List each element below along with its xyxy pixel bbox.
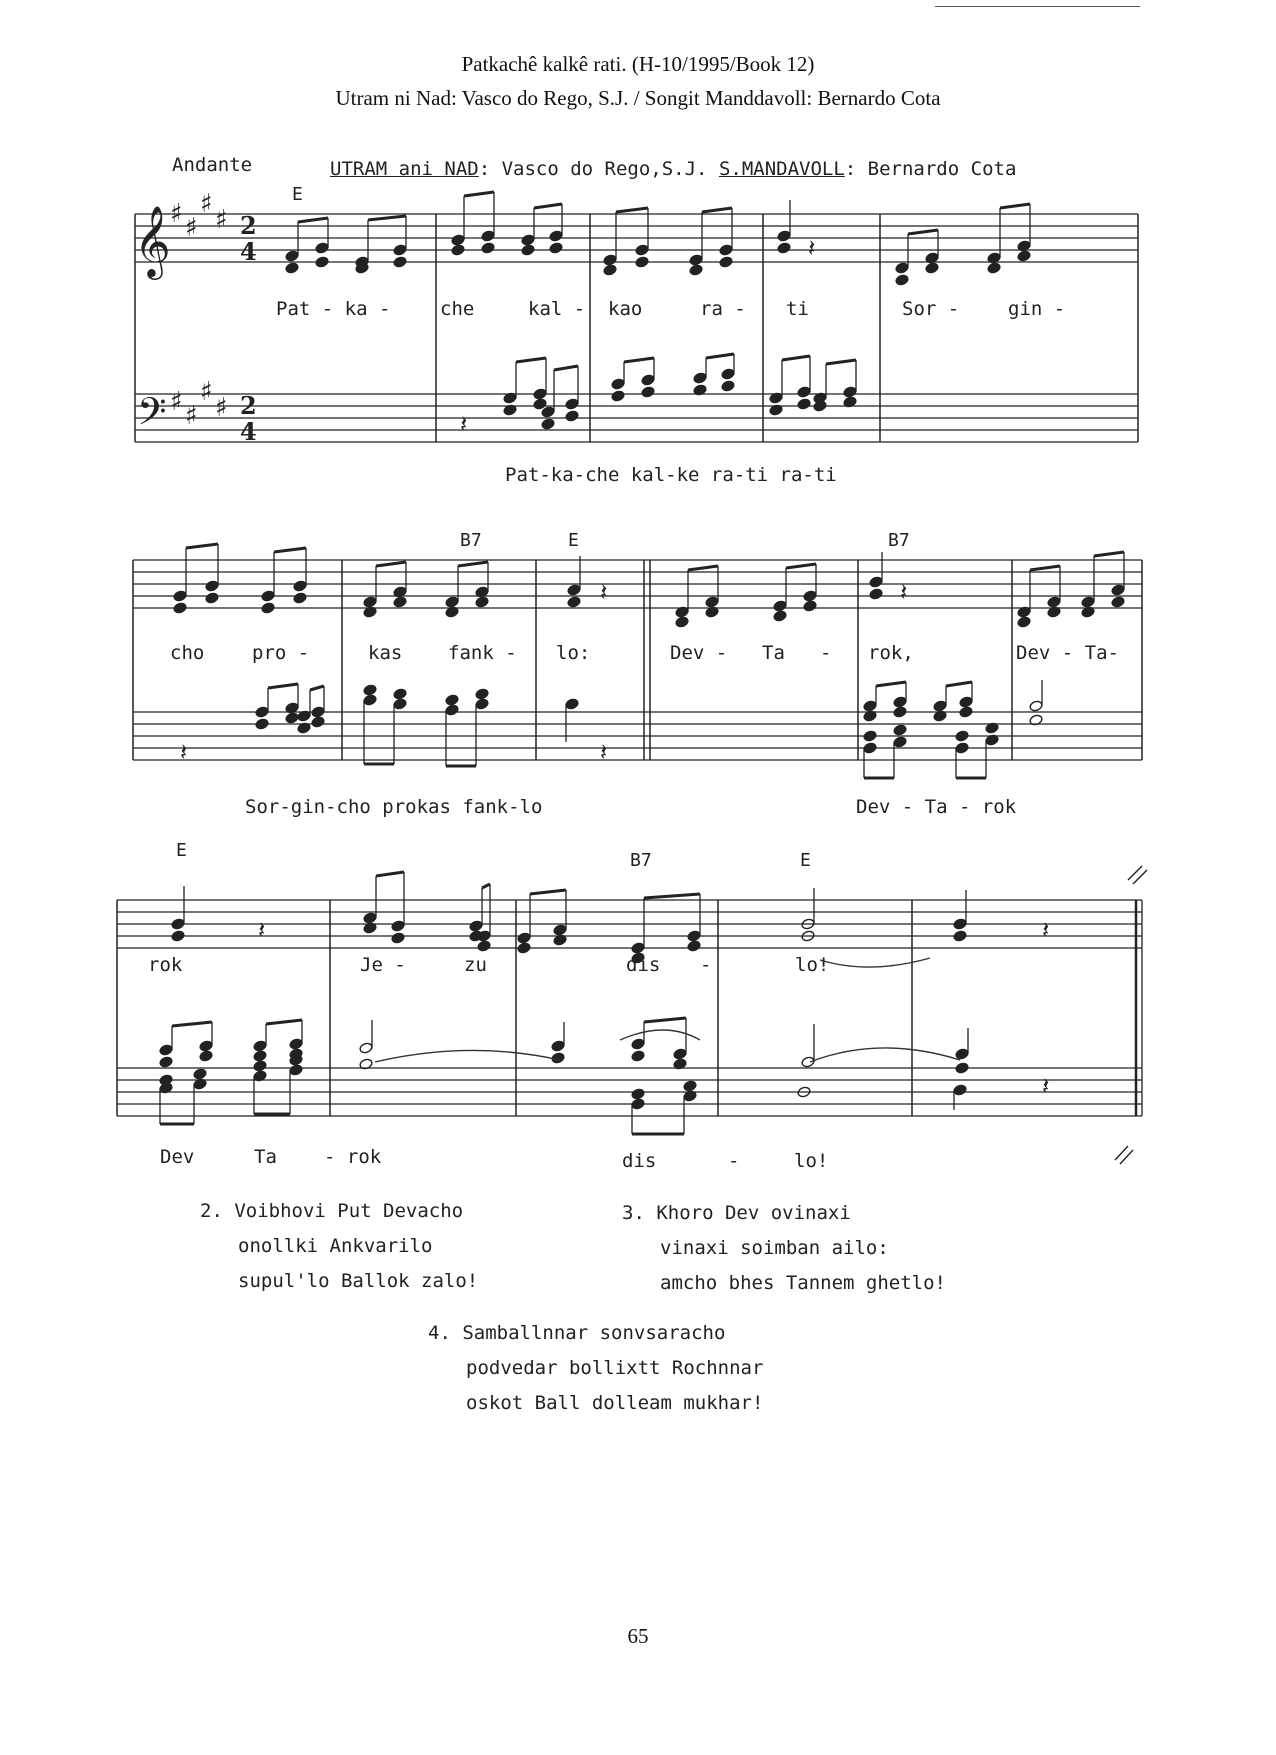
beam (688, 566, 718, 570)
beam (268, 684, 298, 688)
rest-icon: 𝄽 (460, 410, 468, 438)
note-head (1111, 596, 1125, 608)
lyric-syllable: che (440, 298, 475, 320)
note-head (475, 688, 489, 700)
lyric-syllable: ti (786, 298, 809, 320)
note-head (863, 700, 877, 712)
note-head (721, 380, 735, 392)
note-head (959, 696, 973, 708)
beam (1094, 552, 1124, 556)
beam (376, 872, 404, 876)
chord-symbol: B7 (460, 530, 482, 551)
note-head (261, 590, 275, 602)
lyric-syllable: Dev (160, 1146, 195, 1168)
note-head (773, 600, 787, 612)
note-head (475, 698, 489, 710)
tempo-marking: Andante (172, 154, 253, 176)
lyric-syllable: - (700, 954, 712, 976)
note-head (953, 930, 967, 942)
note-head (773, 610, 787, 622)
svg-text:♯: ♯ (185, 213, 198, 243)
chord-symbol: B7 (630, 850, 652, 871)
system-3-bass-staff (117, 1068, 1142, 1116)
note-head (631, 942, 645, 954)
note-head (705, 596, 719, 608)
note-head (255, 706, 269, 718)
chord-symbol: E (292, 184, 303, 205)
verse-line: 3. Khoro Dev ovinaxi (622, 1202, 851, 1224)
svg-text:2: 2 (240, 391, 257, 420)
note-head (541, 418, 555, 430)
note-head (255, 718, 269, 730)
note-head (801, 1056, 815, 1068)
note-head (311, 716, 325, 728)
beam (186, 544, 218, 548)
verse-3 (622, 1196, 946, 1301)
note-head (843, 386, 857, 398)
beam (1000, 204, 1030, 208)
rest-icon: 𝄽 (258, 916, 266, 944)
lyric-syllable: Ta (254, 1146, 277, 1168)
svg-text:♯: ♯ (215, 393, 228, 423)
verse-line: supul'lo Ballok zalo! (238, 1270, 479, 1292)
chord-symbol: E (800, 850, 811, 871)
note-head (391, 920, 405, 932)
note-head (393, 596, 407, 608)
lyric-syllable: Dev - (670, 642, 728, 664)
verse-4 (428, 1316, 763, 1421)
note-head (1111, 584, 1125, 596)
svg-text:♯: ♯ (200, 189, 213, 219)
svg-text:2: 2 (240, 211, 257, 240)
note-head (895, 262, 909, 274)
note-head (869, 588, 883, 600)
note-head (549, 242, 563, 254)
note-head (205, 592, 219, 604)
beam (1030, 566, 1060, 570)
note-head (631, 1098, 645, 1110)
text-attribution-label: UTRAM ani NAD (330, 158, 479, 180)
beam (376, 562, 406, 566)
beam (310, 686, 324, 690)
chord-symbol: B7 (888, 530, 910, 551)
note-head (475, 596, 489, 608)
note-head (1081, 596, 1095, 608)
beam (616, 208, 648, 212)
text-attribution-value: : Vasco do Rego,S.J. (478, 158, 708, 180)
lyric-line: Sor-gin-cho prokas fank-lo (245, 796, 543, 818)
svg-text:♯: ♯ (170, 387, 183, 417)
note-head (445, 694, 459, 706)
rest-icon: 𝄽 (1042, 1072, 1050, 1100)
note-head (959, 706, 973, 718)
note-head (631, 1038, 645, 1050)
beam (458, 562, 488, 566)
note-head (925, 262, 939, 274)
lyric-syllable: dis (626, 954, 661, 976)
note-head (953, 918, 967, 930)
beam (516, 358, 546, 362)
verse-line: amcho bhes Tannem ghetlo! (660, 1272, 946, 1294)
note-head (721, 368, 735, 380)
svg-text:♯: ♯ (185, 401, 198, 431)
note-head (285, 262, 299, 274)
key-signature-treble (170, 189, 228, 243)
lyric-syllable: rok (148, 954, 183, 976)
note-head (641, 386, 655, 398)
note-head (533, 388, 547, 400)
note-head (469, 920, 483, 932)
beam (644, 894, 700, 898)
verse-2 (200, 1194, 478, 1299)
beam (702, 208, 732, 212)
note-head (565, 398, 579, 410)
svg-text:4: 4 (240, 417, 257, 446)
note-head (481, 242, 495, 254)
note-head (565, 698, 579, 710)
note-head (315, 242, 329, 254)
lyric-syllable: fank - (448, 642, 517, 664)
note-head (719, 256, 733, 268)
time-signature-bass (240, 391, 257, 446)
beam (706, 354, 734, 358)
ties (375, 958, 960, 1062)
rest-icon: 𝄽 (808, 234, 816, 262)
note-head (393, 256, 407, 268)
note-head (451, 244, 465, 256)
beam (946, 682, 972, 686)
music-attribution-value: : Bernardo Cota (844, 158, 1017, 180)
beam (644, 1018, 686, 1022)
note-head (635, 244, 649, 256)
note-head (445, 596, 459, 608)
lyric-syllable: lo! (795, 954, 830, 976)
note-head (517, 942, 531, 954)
note-head (253, 1040, 267, 1052)
lyric-syllable: kao (608, 298, 643, 320)
note-head (955, 1062, 969, 1074)
lyric-syllable: - (728, 1150, 740, 1172)
note-head (689, 254, 703, 266)
note-head (863, 730, 877, 742)
note-head (171, 918, 185, 930)
rest-icon: 𝄽 (600, 578, 608, 606)
note-head (683, 1080, 697, 1092)
note-head (285, 250, 299, 262)
note-head (1017, 616, 1031, 628)
beam (172, 1022, 212, 1026)
note-head (895, 274, 909, 286)
lyric-syllable: Pat - ka - (276, 298, 391, 320)
lyric-syllable: - rok (324, 1146, 382, 1168)
note-head (391, 932, 405, 944)
lyric-line: Dev - Ta - rok (856, 796, 1017, 818)
svg-text:♯: ♯ (215, 205, 228, 235)
rest-icon: 𝄽 (180, 738, 188, 766)
note-head (689, 264, 703, 276)
lyric-syllable: kas (368, 642, 403, 664)
note-head (803, 600, 817, 612)
note-head (687, 940, 701, 952)
note-head (553, 924, 567, 936)
beam (908, 230, 938, 234)
beam (786, 564, 816, 568)
note-head (803, 590, 817, 602)
music-attribution-label: S.MANDAVOLL (718, 158, 845, 180)
note-head (955, 742, 969, 754)
note-head (893, 724, 907, 736)
lyric-syllable: rok, (868, 642, 914, 664)
svg-text:♯: ♯ (200, 377, 213, 407)
verse-line: vinaxi soimban ailo: (660, 1237, 889, 1259)
lyric-syllable: - (820, 642, 832, 664)
page-number: 65 (627, 1624, 649, 1648)
system-3-treble-staff (117, 900, 1142, 948)
bass-clef-icon: 𝄢 (137, 389, 167, 443)
note-head (159, 1056, 173, 1068)
lyric-syllable: ra - (700, 298, 746, 320)
note-head (205, 580, 219, 592)
lyric-syllable: Sor - (902, 298, 960, 320)
verse-line: 2. Voibhovi Put Devacho (200, 1200, 464, 1222)
note-head (193, 1068, 207, 1080)
note-head (987, 262, 1001, 274)
key-signature-bass (170, 377, 228, 431)
note-head (363, 912, 377, 924)
note-head (363, 684, 377, 696)
lyric-syllable: gin - (1008, 298, 1066, 320)
note-head (481, 230, 495, 242)
svg-text:4: 4 (240, 237, 257, 266)
beam (274, 548, 306, 552)
note-head (171, 930, 185, 942)
svg-text:♯: ♯ (170, 199, 183, 229)
system-2-treble-staff (133, 560, 1142, 608)
note-head (393, 244, 407, 256)
lyric-syllable: Dev - Ta- (1016, 642, 1119, 664)
beam (368, 216, 406, 220)
system-1-treble-staff (135, 214, 1138, 262)
note-head (693, 372, 707, 384)
note-head (521, 234, 535, 246)
note-head (393, 698, 407, 710)
note-head (611, 390, 625, 402)
note-head (253, 1050, 267, 1062)
system-1-bass-staff (135, 394, 1138, 442)
system-3-barlines (117, 900, 1142, 1116)
note-head (393, 688, 407, 700)
lyric-syllable: cho (170, 642, 205, 664)
beam (298, 218, 328, 222)
note-head (567, 596, 581, 608)
verse-line: onollki Ankvarilo (238, 1235, 433, 1257)
note-head (261, 602, 275, 614)
note-head (631, 1088, 645, 1100)
verse-line: oskot Ball dolleam mukhar! (466, 1392, 764, 1414)
note-head (565, 410, 579, 422)
note-head (603, 264, 617, 276)
beam (266, 1020, 302, 1024)
lyric-line: Pat-ka-che kal-ke ra-ti ra-ti (505, 464, 837, 486)
note-head (1047, 596, 1061, 608)
note-head (1017, 250, 1031, 262)
note-head (675, 616, 689, 628)
time-signature-treble (240, 211, 257, 266)
note-head (777, 242, 791, 254)
beam (554, 366, 578, 370)
lyric-syllable: dis (622, 1150, 657, 1172)
note-head (363, 596, 377, 608)
note-head (517, 932, 531, 944)
beam (624, 358, 654, 362)
note-head (363, 694, 377, 706)
lyric-syllable: pro - (252, 642, 310, 664)
note-head (719, 244, 733, 256)
note-head (893, 706, 907, 718)
note-head (567, 584, 581, 596)
note-head (159, 1044, 173, 1056)
note-head (631, 1050, 645, 1062)
note-head (777, 230, 791, 242)
note-head (893, 696, 907, 708)
lyric-syllable: Ta (762, 642, 785, 664)
note-head (603, 254, 617, 266)
beam (782, 356, 810, 360)
note-head (285, 712, 299, 724)
beam (530, 890, 566, 894)
beam (826, 360, 856, 364)
beam (534, 204, 562, 208)
note-head (289, 1038, 303, 1050)
note-head (955, 1048, 969, 1060)
song-credits: Utram ni Nad: Vasco do Rego, S.J. / Songit Manddavoll: Bernardo Cota (335, 86, 941, 110)
verse-line: 4. Samballnnar sonvsaracho (428, 1322, 726, 1344)
note-head (289, 1064, 303, 1076)
note-head (315, 256, 329, 268)
beam (876, 682, 906, 686)
rest-icon: 𝄽 (1042, 916, 1050, 944)
note-head (635, 256, 649, 268)
lyric-syllable: zu (464, 954, 487, 976)
beam (482, 884, 490, 888)
lyric-syllable: Je - (360, 954, 406, 976)
note-head (1029, 700, 1043, 712)
note-head (863, 742, 877, 754)
beam (464, 192, 494, 196)
note-head (173, 602, 187, 614)
note-head (797, 398, 811, 410)
note-head (521, 244, 535, 256)
note-head (869, 576, 883, 588)
note-head (199, 1040, 213, 1052)
note-head (445, 704, 459, 716)
note-head (933, 700, 947, 712)
note-head (173, 590, 187, 602)
song-title: Patkachê kalkê rati. (H-10/1995/Book 12) (461, 52, 815, 76)
note-head (551, 1040, 565, 1052)
lyric-syllable: lo! (794, 1150, 829, 1172)
note-head (477, 940, 491, 952)
note-head (673, 1048, 687, 1060)
note-head (641, 374, 655, 386)
note-head (311, 706, 325, 718)
note-head (797, 386, 811, 398)
note-head (893, 736, 907, 748)
rest-icon: 𝄽 (600, 738, 608, 766)
note-head (199, 1050, 213, 1062)
lyric-syllable: lo: (556, 642, 591, 664)
note-head (953, 1084, 967, 1096)
note-head (451, 234, 465, 246)
note-head (611, 378, 625, 390)
chord-symbol: E (568, 530, 579, 551)
note-head (359, 1042, 373, 1054)
lyric-syllable: kal - (528, 298, 586, 320)
verse-line: podvedar bollixtt Rochnnar (466, 1357, 764, 1379)
note-head (293, 592, 307, 604)
note-head (955, 730, 969, 742)
chord-symbol: E (176, 840, 187, 861)
note-head (253, 1060, 267, 1072)
note-head (549, 230, 563, 242)
rest-icon: 𝄽 (900, 578, 908, 606)
note-head (293, 580, 307, 592)
note-head (687, 930, 701, 942)
treble-clef-icon: 𝄞 (134, 204, 171, 277)
